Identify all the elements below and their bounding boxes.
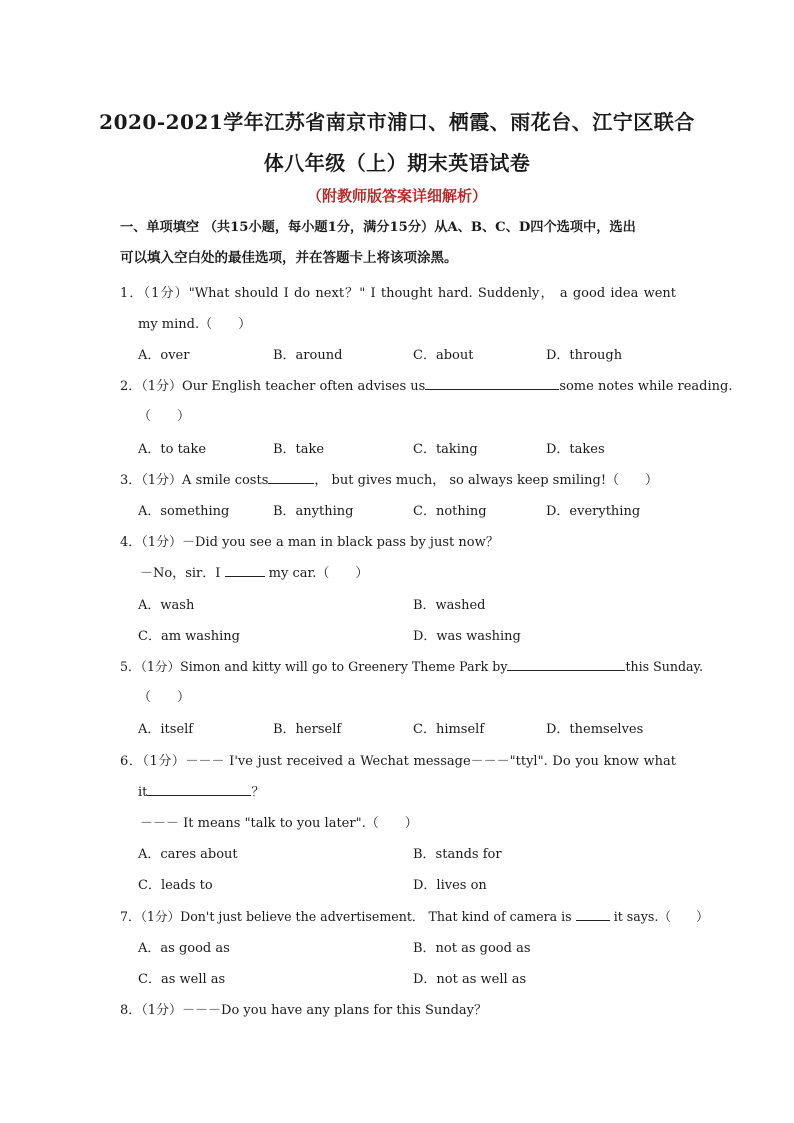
exam-subtitle: （附教师版答案详细解析） <box>306 187 487 205</box>
question-6-stem: 6．（1分）－－－ I've just received a Wechat message－－－"ttyl". Do you know what <box>120 754 676 769</box>
q3-option-c[interactable]: C．nothing <box>413 504 487 519</box>
q4-option-c[interactable]: C．am washing <box>138 629 240 644</box>
q3-option-b[interactable]: B．anything <box>273 504 354 519</box>
q3-option-a[interactable]: A．something <box>138 504 230 519</box>
q3-option-d[interactable]: D．everything <box>546 504 641 519</box>
q1-option-b[interactable]: B．around <box>273 348 343 363</box>
section-instructions-line2: 可以填入空白处的最佳选项，并在答题卡上将该项涂黑。 <box>120 250 458 266</box>
q6-answer-blank[interactable] <box>147 783 251 796</box>
q4-text-before: －No，sir．I <box>140 566 221 581</box>
q5-text-before: 5．（1分）Simon and kitty will go to Greenery Theme Park by <box>120 659 508 674</box>
q6-option-c[interactable]: C．leads to <box>138 878 213 893</box>
q4-text-after: my car.（ ） <box>268 566 369 581</box>
q6-text-before: it <box>138 785 148 800</box>
q7-text-before: 7．（1分）Don't just believe the advertisement． That kind of camera is <box>120 909 572 924</box>
q3-text-after: ， but gives much， so always keep smiling!（ ） <box>314 473 659 488</box>
q3-text-before: 3．（1分）A smile costs <box>120 473 269 488</box>
q2-option-c[interactable]: C．taking <box>413 442 478 457</box>
q6-option-a[interactable]: A．cares about <box>138 847 238 862</box>
q6-text-after: ？ <box>251 785 265 800</box>
q4-option-a[interactable]: A．wash <box>138 598 195 613</box>
question-3-stem <box>120 469 658 488</box>
q1-option-a[interactable]: A．over <box>138 348 190 363</box>
section-instructions-line1: 一、单项填空 （共15小题，每小题1分，满分15分）从A、B、C、D四个选项中，选出 <box>120 220 636 235</box>
q5-answer-blank[interactable] <box>507 658 625 671</box>
q4-option-b[interactable]: B．washed <box>413 598 486 613</box>
q7-option-b[interactable]: B．not as good as <box>413 941 531 956</box>
question-4-stem: 4．（1分）－Did you see a man in black pass by just now？ <box>120 535 499 550</box>
q7-option-d[interactable]: D．not as well as <box>413 972 527 987</box>
question-8-stem: 8．（1分）－－－Do you have any plans for this Sunday？ <box>120 1003 488 1018</box>
q2-answer-blank[interactable] <box>425 377 559 390</box>
q7-option-c[interactable]: C．as well as <box>138 972 226 987</box>
q4-answer-blank[interactable] <box>225 564 265 577</box>
q5-text-after: this Sunday. <box>625 659 703 674</box>
q3-answer-blank[interactable] <box>268 471 314 484</box>
q2-text-after: some notes while reading. <box>559 379 733 394</box>
question-2-stem-cont: （ ） <box>138 409 191 424</box>
exam-title-line1: 2020-2021学年江苏省南京市浦口、栖霞、雨花台、江宁区联合 <box>99 110 695 134</box>
q7-answer-blank[interactable] <box>576 908 610 921</box>
question-1-stem: 1．（1分）"What should I do next？" I thought hard. Suddenly， a good idea went <box>120 286 676 301</box>
q2-option-b[interactable]: B．take <box>273 442 325 457</box>
q5-option-a[interactable]: A．itself <box>138 722 194 737</box>
question-1-stem-cont: my mind.（ ） <box>138 317 252 332</box>
q2-option-d[interactable]: D．takes <box>546 442 605 457</box>
q5-option-c[interactable]: C．himself <box>413 722 485 737</box>
q7-text-after: it says.（ ） <box>613 909 709 924</box>
q6-option-b[interactable]: B．stands for <box>413 847 502 862</box>
q7-option-a[interactable]: A．as good as <box>138 941 230 956</box>
q2-text-before: 2．（1分）Our English teacher often advises us <box>120 379 426 394</box>
q1-option-d[interactable]: D．through <box>546 348 623 363</box>
question-5-stem <box>120 656 703 675</box>
q2-option-a[interactable]: A．to take <box>138 442 207 457</box>
question-2-stem <box>120 375 733 394</box>
exam-title-line2: 体八年级（上）期末英语试卷 <box>263 151 531 175</box>
q4-option-d[interactable]: D．was washing <box>413 629 521 644</box>
q5-option-b[interactable]: B．herself <box>273 722 342 737</box>
q6-option-d[interactable]: D．lives on <box>413 878 487 893</box>
question-6-stem-cont <box>138 781 264 800</box>
q1-option-c[interactable]: C．about <box>413 348 474 363</box>
question-6-stem-reply: －－－ It means "talk to you later".（ ） <box>140 816 418 831</box>
question-7-stem <box>120 906 709 925</box>
question-4-stem-cont <box>140 562 368 581</box>
question-5-stem-cont: （ ） <box>138 690 191 705</box>
q5-option-d[interactable]: D．themselves <box>546 722 644 737</box>
